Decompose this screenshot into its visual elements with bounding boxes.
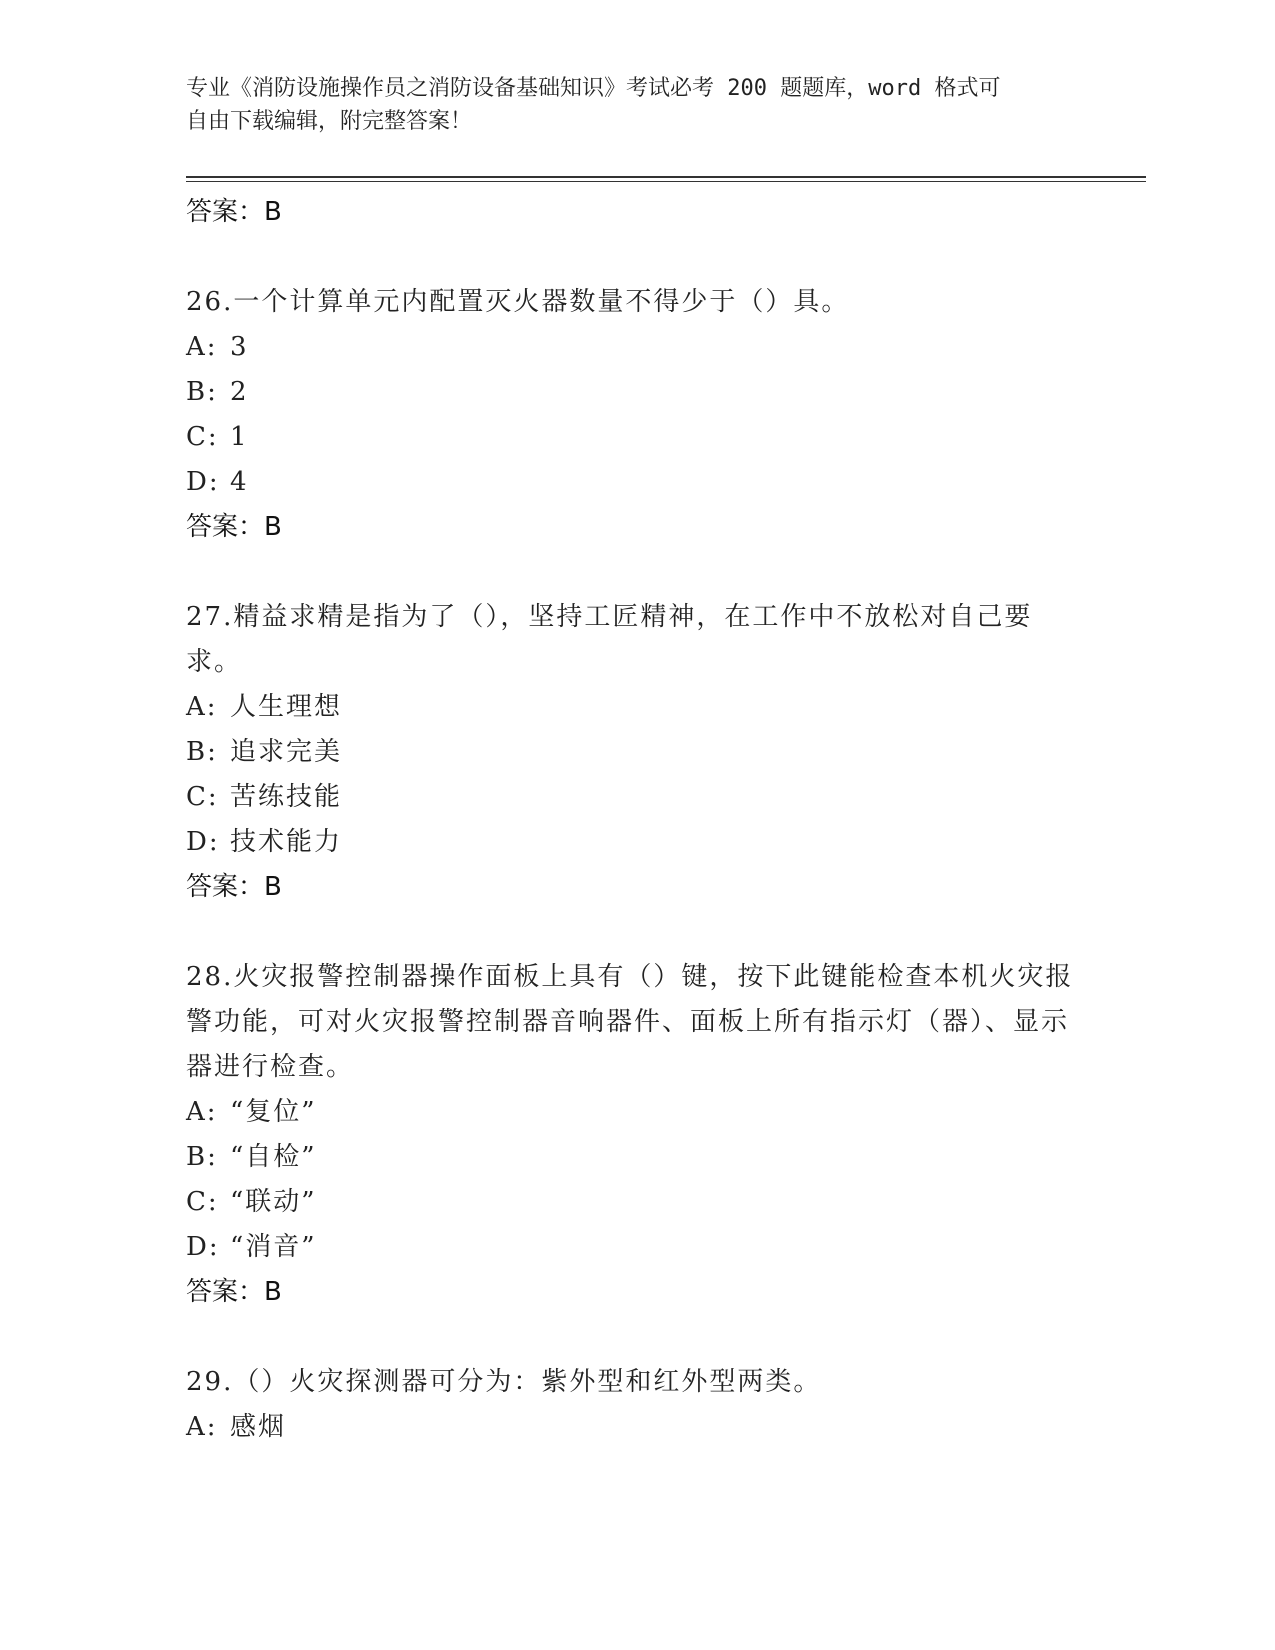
option-key: C: xyxy=(186,1187,219,1217)
option-key: A: xyxy=(186,692,218,722)
option-text: 1 xyxy=(230,422,249,452)
header-line-1: 专业《消防设施操作员之消防设备基础知识》考试必考 200 题题库，word 格式可 xyxy=(186,76,1001,101)
option-text: 追求完美 xyxy=(230,737,343,767)
option-key: A: xyxy=(186,1412,218,1442)
option-key: C: xyxy=(186,422,219,452)
option-d xyxy=(186,820,1086,865)
option-key: A: xyxy=(186,1097,218,1127)
question-block xyxy=(186,1360,1086,1450)
option-c xyxy=(186,415,1086,460)
question-stem: 29.（）火灾探测器可分为：紫外型和红外型两类。 xyxy=(186,1367,822,1397)
option-key: D: xyxy=(186,1232,220,1262)
option-d xyxy=(186,460,1086,505)
option-text: 人生理想 xyxy=(230,692,343,722)
option-c xyxy=(186,1180,1086,1225)
question-block xyxy=(186,280,1086,549)
option-text: “联动” xyxy=(230,1187,317,1217)
question-stem: 27.精益求精是指为了（），坚持工匠精神，在工作中不放松对自己要求。 xyxy=(186,602,1033,677)
question-stem: 28.火灾报警控制器操作面板上具有（）键，按下此键能检查本机火灾报警功能，可对火灾报警控制器音响器件、面板上所有指示灯（器）、显示器进行检查。 xyxy=(186,962,1074,1082)
document-header xyxy=(186,72,1086,138)
question-list xyxy=(186,190,1086,1450)
option-key: D: xyxy=(186,827,220,857)
answer-line: 答案：B xyxy=(186,512,282,542)
option-a xyxy=(186,1405,1086,1450)
option-text: 4 xyxy=(230,467,249,497)
option-key: B: xyxy=(186,377,218,407)
answer-line: 答案：B xyxy=(186,197,282,227)
option-text: 2 xyxy=(230,377,249,407)
question-block xyxy=(186,595,1086,909)
option-c xyxy=(186,775,1086,820)
header-divider-thin xyxy=(186,181,1146,182)
option-b xyxy=(186,370,1086,415)
option-b xyxy=(186,730,1086,775)
option-text: 技术能力 xyxy=(230,827,343,857)
option-key: B: xyxy=(186,1142,218,1172)
option-text: 苦练技能 xyxy=(230,782,343,812)
option-text: “消音” xyxy=(230,1232,317,1262)
option-text: 3 xyxy=(230,332,249,362)
option-a xyxy=(186,685,1086,730)
answer-line: 答案：B xyxy=(186,1277,282,1307)
header-divider-thick xyxy=(186,176,1146,178)
question-block xyxy=(186,955,1086,1314)
option-a xyxy=(186,325,1086,370)
option-d xyxy=(186,1225,1086,1270)
option-text: 感烟 xyxy=(230,1412,287,1442)
option-key: A: xyxy=(186,332,218,362)
answer-line: 答案：B xyxy=(186,872,282,902)
header-line-2: 自由下载编辑，附完整答案！ xyxy=(186,109,473,134)
option-a xyxy=(186,1090,1086,1135)
option-b xyxy=(186,1135,1086,1180)
option-text: “复位” xyxy=(230,1097,317,1127)
question-stem: 26.一个计算单元内配置灭火器数量不得少于（）具。 xyxy=(186,287,850,317)
option-key: B: xyxy=(186,737,218,767)
option-key: D: xyxy=(186,467,220,497)
option-key: C: xyxy=(186,782,219,812)
option-text: “自检” xyxy=(230,1142,317,1172)
